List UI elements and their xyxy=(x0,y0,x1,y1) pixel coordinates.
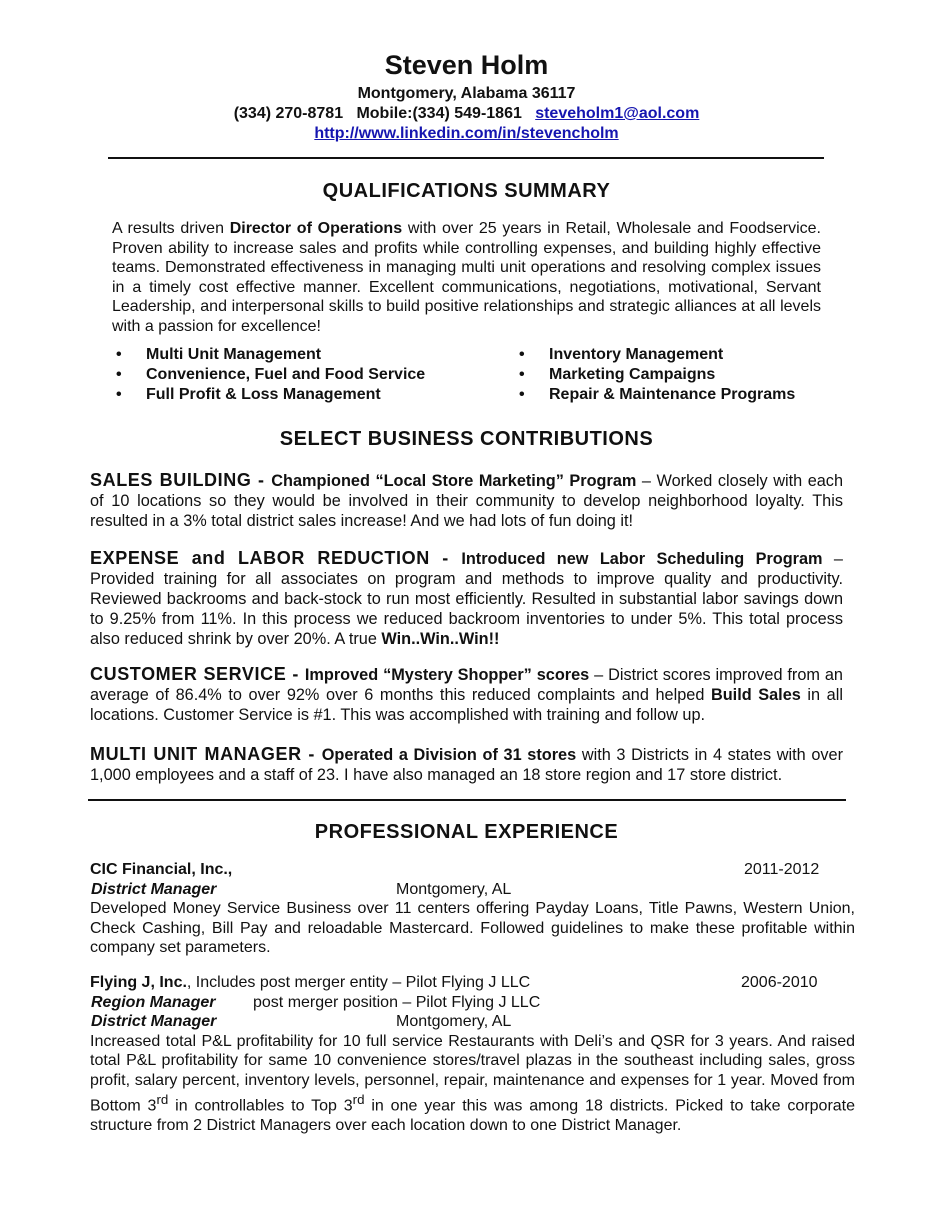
list-item xyxy=(519,345,819,365)
contribution-item xyxy=(90,664,843,725)
qualifications-summary xyxy=(112,219,821,336)
summary-intro: A results driven xyxy=(112,220,230,237)
contribution-lead: MULTI UNIT MANAGER - xyxy=(90,744,322,764)
bullet-icon: • xyxy=(116,386,122,403)
bullet-icon: • xyxy=(519,386,525,403)
contribution-title: Championed “Local Store Marketing” Program xyxy=(271,472,637,490)
qualifications-heading: QUALIFICATIONS SUMMARY xyxy=(322,180,611,202)
job-description-part: Increased total P&L profitability for 10 full service Restaurants with Deli’s and QSR for 3 years. And raised total P&L profitability for same 10 convenience stores/travel plazas in the southeast including sales, gross profit, salary percent, inventory levels, personnel, repair, maintenance and expenses for 1 year. Moved from Bottom 3 xyxy=(90,1032,855,1115)
contribution-item xyxy=(90,470,843,531)
job-role: Region Manager xyxy=(91,993,216,1011)
contribution-text: – Provided training for all associates on program and methods to improve quality and productivity. Reviewed backrooms and back-stock to run most efficiently. Resulted in substantial labor savings down to 9.25% from 11%. In this process we reduced backroom inventories to under 5%. This total process also reduced shrink by over 20%. A true xyxy=(90,550,843,648)
experience-heading: PROFESSIONAL EXPERIENCE xyxy=(314,821,619,843)
contribution-text: – District scores improved from an average of 86.4% to over 92% over 6 months this reduced complaints and helped xyxy=(90,666,843,704)
superscript: rd xyxy=(156,1092,169,1107)
job-role-row xyxy=(90,993,855,1013)
job-location: Montgomery, AL xyxy=(396,880,512,898)
skill-label: Repair & Maintenance Programs xyxy=(549,386,796,403)
summary-title: Director of Operations xyxy=(229,220,403,237)
header-divider xyxy=(108,157,824,159)
contribution-emphasis: Build Sales xyxy=(710,686,801,704)
linkedin-link[interactable]: http://www.linkedin.com/in/stevencholm xyxy=(314,125,619,142)
bullet-icon: • xyxy=(519,346,525,363)
bullet-icon: • xyxy=(519,366,525,383)
job-header xyxy=(90,973,855,993)
contribution-text: – Worked closely with each of 10 locations so they would be involved in their community to develop neighborhood loyalty. This resulted in a 3% total district sales increase! And we had lots of fun doing it! xyxy=(90,472,844,530)
section-divider xyxy=(88,799,846,801)
contribution-lead: CUSTOMER SERVICE - xyxy=(90,664,305,684)
job-role: District Manager xyxy=(91,1013,217,1030)
contribution-text-end: in all locations. Customer Service is #1. This was accomplished with training and follow up. xyxy=(90,686,843,724)
email-link[interactable]: steveholm1@aol.com xyxy=(535,105,700,122)
contribution-title: Improved “Mystery Shopper” scores xyxy=(304,666,590,684)
address: Montgomery, Alabama 36117 xyxy=(357,85,576,102)
company-note: , Includes post merger entity – Pilot Flying J LLC xyxy=(186,974,531,991)
job-description-part: in controllables to Top 3 xyxy=(168,1097,353,1115)
job-description: Developed Money Service Business over 11 centers offering Payday Loans, Title Pawns, Western Union, Check Cashing, Bill Pay and reloadable Mastercard. Followed guidelines to make these profitable within company set parameters. xyxy=(90,900,855,956)
linkedin-line xyxy=(0,125,933,143)
contribution-lead: EXPENSE and LABOR REDUCTION - xyxy=(90,548,462,568)
contribution-item xyxy=(90,744,843,785)
job-role-row xyxy=(90,880,855,900)
skill-label: Multi Unit Management xyxy=(146,346,322,363)
candidate-name: Steven Holm xyxy=(384,50,549,80)
superscript: rd xyxy=(352,1092,365,1107)
contribution-text: with 3 Districts in 4 states with over 1,000 employees and a staff of 23. I have also managed an 18 store region and 17 store district. xyxy=(90,746,844,784)
job-location: Montgomery, AL xyxy=(396,1013,512,1030)
job-entry xyxy=(90,860,855,958)
contribution-item xyxy=(90,548,843,649)
skill-label: Inventory Management xyxy=(549,346,724,363)
contributions-heading: SELECT BUSINESS CONTRIBUTIONS xyxy=(279,428,654,450)
list-item xyxy=(116,385,506,405)
list-item xyxy=(116,365,506,385)
job-role-note: post merger position – Pilot Flying J LLC xyxy=(253,993,541,1011)
contribution-lead: SALES BUILDING - xyxy=(90,470,272,490)
company-name: Flying J, Inc. xyxy=(90,974,187,991)
list-item xyxy=(519,365,819,385)
job-description xyxy=(90,1032,855,1136)
mobile: Mobile:(334) 549-1861 xyxy=(356,105,522,122)
job-header xyxy=(90,860,855,880)
skill-label: Marketing Campaigns xyxy=(549,366,716,383)
contribution-title: Operated a Division of 31 stores xyxy=(321,746,577,764)
contribution-title: Introduced new Labor Scheduling Program xyxy=(461,550,823,568)
skill-label: Convenience, Fuel and Food Service xyxy=(146,366,426,383)
job-years: 2011-2012 xyxy=(744,861,820,878)
job-description-part: in one year this was among 18 districts. Picked to take corporate structure from 2 District Managers over each location down to one District Manager. xyxy=(90,1097,856,1134)
skills-list-left xyxy=(116,345,506,405)
company-name: CIC Financial, Inc., xyxy=(90,861,233,878)
job-entry xyxy=(90,973,855,1135)
job-role-row xyxy=(90,1012,855,1032)
contribution-emphasis: Win..Win..Win!! xyxy=(381,630,500,648)
job-years: 2006-2010 xyxy=(741,974,818,991)
list-item xyxy=(116,345,506,365)
job-role: District Manager xyxy=(91,880,217,898)
phone: (334) 270-8781 xyxy=(233,105,344,122)
skills-list-right xyxy=(519,345,819,405)
bullet-icon: • xyxy=(116,346,122,363)
summary-body: with over 25 years in Retail, Wholesale and Foodservice. Proven ability to increase sales and profits while controlling expenses, and building highly effective teams. Demonstrated effectiveness in managing multi unit operations and resolving complex issues in a timely cost effective manner. Excellent communications, negotiations, motivational, Servant Leadership, and interpersonal skills to build positive relationships and strategic alliances at all levels with a passion for excellence! xyxy=(112,220,821,335)
list-item xyxy=(519,385,819,405)
contact-line xyxy=(0,105,933,123)
skill-label: Full Profit & Loss Management xyxy=(146,386,381,403)
bullet-icon: • xyxy=(116,366,122,383)
